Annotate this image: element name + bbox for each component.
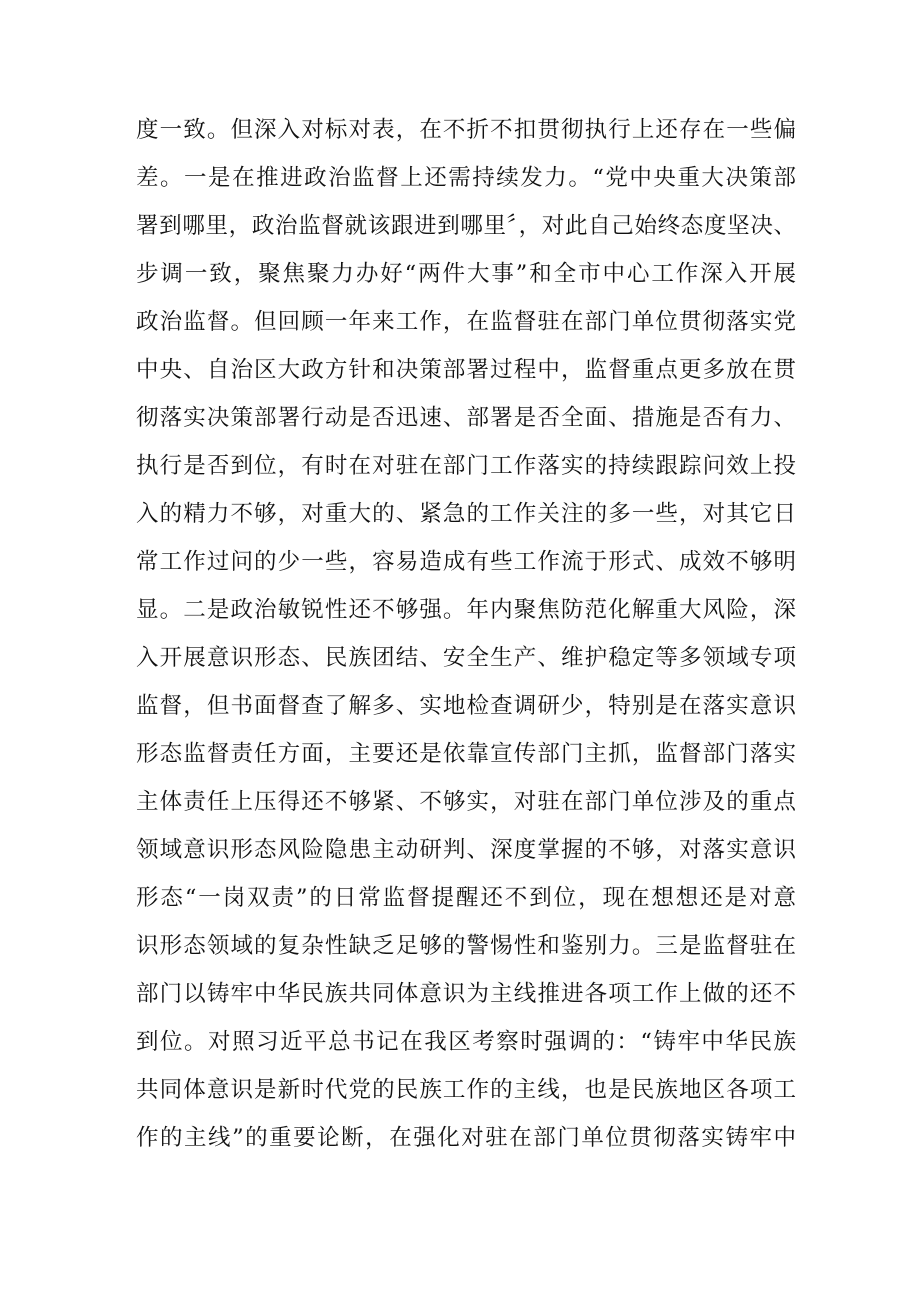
text-line: 形态“一岗双责”的日常监督提醒还不到位，现在想想还是对意 — [136, 885, 796, 911]
text-line: 执行是否到位，有时在对驻在部门工作落实的持续跟踪问效上投 — [136, 453, 796, 479]
text-line: 到位。对照习近平总书记在我区考察时强调的：“铸牢中华民族 — [136, 1029, 796, 1055]
text-line: 彻落实决策部署行动是否迅速、部署是否全面、措施是否有力、 — [136, 405, 796, 431]
text-line: 监督，但书面督查了解多、实地检查调研少，特别是在落实意识 — [136, 693, 796, 719]
text-line: 部门以铸牢中华民族共同体意识为主线推进各项工作上做的还不 — [136, 981, 796, 1007]
body-text — [136, 106, 796, 1162]
text-line: 政治监督。但回顾一年来工作，在监督驻在部门单位贯彻落实党 — [136, 309, 796, 335]
text-line: 领域意识形态风险隐患主动研判、深度掌握的不够，对落实意识 — [136, 837, 796, 863]
text-line: 步调一致，聚焦聚力办好“两件大事”和全市中心工作深入开展 — [136, 261, 796, 287]
text-line: 署到哪里，政治监督就该跟进到哪里〞，对此自己始终态度坚决、 — [136, 213, 796, 239]
text-line: 入的精力不够，对重大的、紧急的工作关注的多一些，对其它日 — [136, 501, 796, 527]
text-line: 共同体意识是新时代党的民族工作的主线，也是民族地区各项工 — [136, 1077, 796, 1103]
text-line: 主体责任上压得还不够紧、不够实，对驻在部门单位涉及的重点 — [136, 789, 796, 815]
text-line: 作的主线”的重要论断，在强化对驻在部门单位贯彻落实铸牢中 — [136, 1125, 796, 1151]
text-line: 入开展意识形态、民族团结、安全生产、维护稳定等多领域专项 — [136, 645, 796, 671]
text-line: 差。一是在推进政治监督上还需持续发力。“党中央重大决策部 — [136, 165, 796, 191]
text-line: 常工作过问的少一些，容易造成有些工作流于形式、成效不够明 — [136, 549, 796, 575]
text-line: 中央、自治区大政方针和决策部署过程中，监督重点更多放在贯 — [136, 357, 796, 383]
text-line: 识形态领域的复杂性缺乏足够的警惕性和鉴别力。三是监督驻在 — [136, 933, 796, 959]
text-line: 度一致。但深入对标对表，在不折不扣贯彻执行上还存在一些偏 — [136, 117, 796, 143]
text-line: 形态监督责任方面，主要还是依靠宣传部门主抓，监督部门落实 — [136, 741, 796, 767]
text-line: 显。二是政治敏锐性还不够强。年内聚焦防范化解重大风险，深 — [136, 597, 796, 623]
